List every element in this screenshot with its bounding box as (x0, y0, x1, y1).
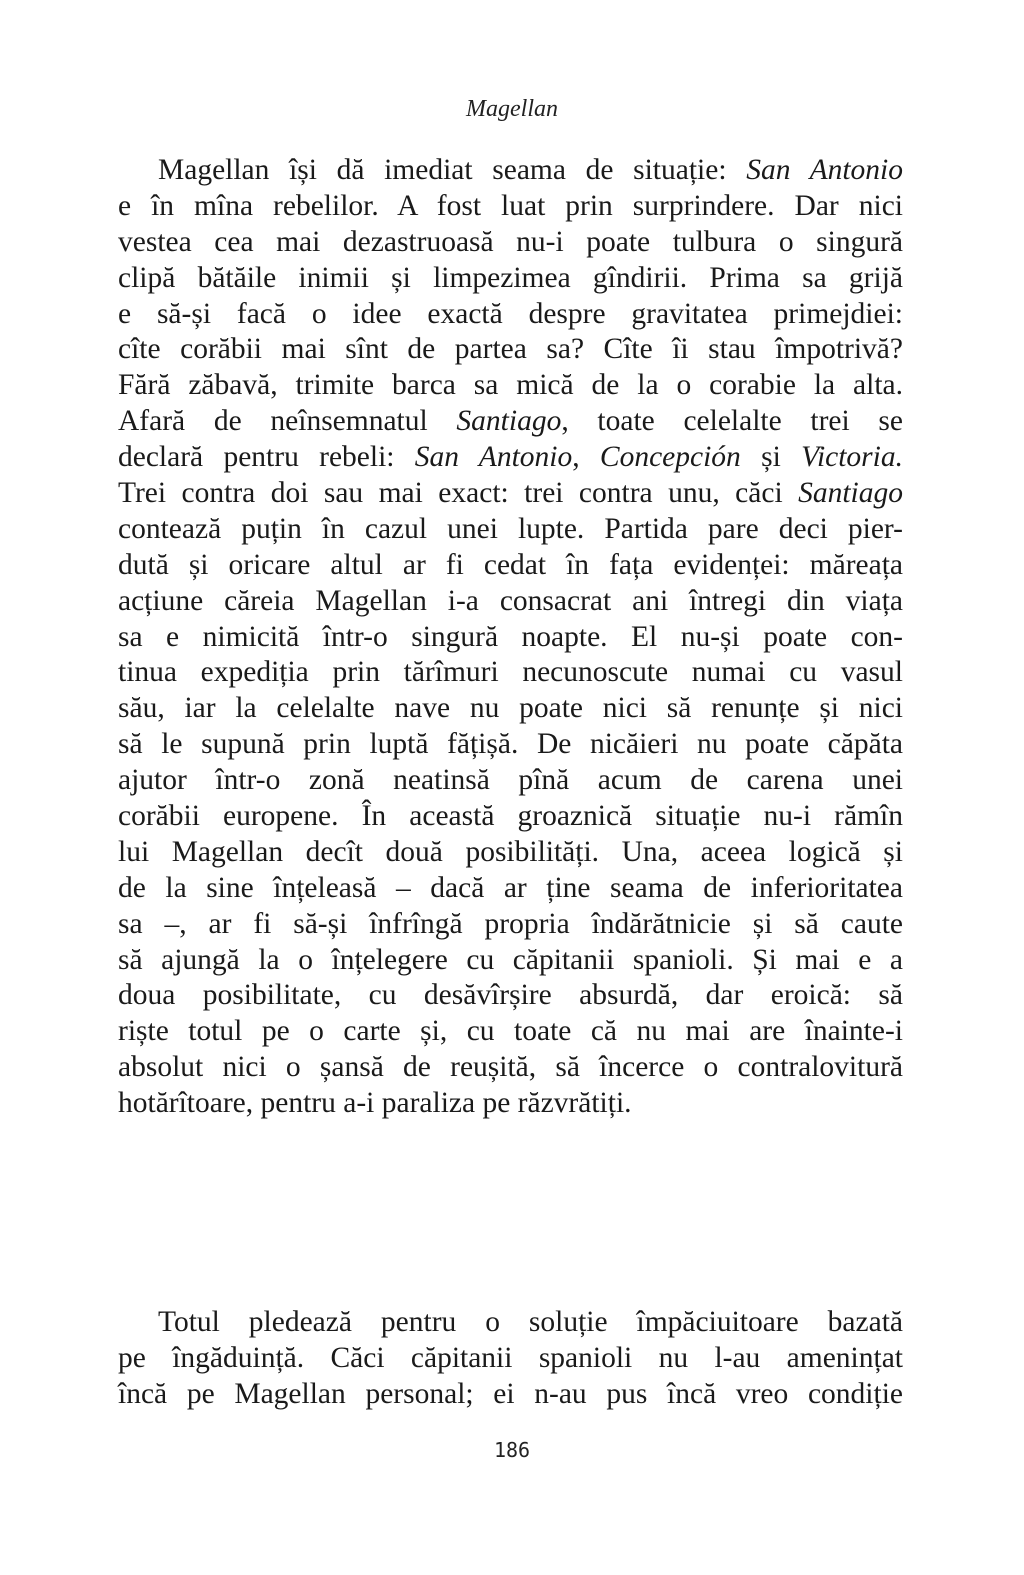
text-line (118, 835, 903, 871)
text-line (118, 261, 903, 297)
text-run: Trei contra doi sau mai exact: trei contra unu, căci (118, 477, 799, 510)
text-run: pe îngăduință. Căci căpitanii spanioli nu l-au amenințat (118, 1341, 903, 1374)
italic-text: Victoria. (801, 441, 903, 474)
text-run: Magellan își dă imediat seama de situație: (158, 154, 747, 186)
text-line (118, 763, 903, 799)
text-run: hotărîtoare, pentru a-i paraliza pe răzvrătiți. (118, 1087, 632, 1120)
text-run: încă pe Magellan personal; ei n-au pus încă vreo condiție (118, 1377, 903, 1410)
text-line (118, 691, 903, 727)
text-run: lui Magellan decît două posibilități. Una, aceea logică și (118, 835, 903, 868)
text-line (118, 404, 903, 440)
text-line (118, 368, 903, 404)
text-run: Totul pledează pentru o soluție împăciuitoare bazată (158, 1306, 903, 1338)
text-run: absolut nici o șansă de reușită, să încerce o contralovitură (118, 1051, 903, 1084)
paragraph (118, 153, 903, 1122)
italic-text: Santiago (456, 405, 562, 438)
text-line (118, 1377, 903, 1413)
text-line (118, 225, 903, 261)
text-line (118, 943, 903, 979)
text-run: sa e nimicită într-o singură noapte. El nu-și poate con- (118, 620, 903, 653)
text-run: acțiune căreia Magellan i-a consacrat ani întregi din viața (118, 584, 903, 617)
text-line (118, 476, 903, 512)
text-line (118, 189, 903, 225)
text-run: , toate celelalte trei se (561, 405, 904, 438)
text-run: vestea cea mai dezastruoasă nu-i poate tulbura o singură (118, 225, 903, 258)
text-line (118, 620, 903, 656)
text-line (118, 153, 903, 189)
text-line (118, 978, 903, 1014)
text-run: declară pentru rebeli: (118, 441, 415, 474)
text-run: și (740, 441, 802, 474)
text-line (118, 907, 903, 943)
text-line (118, 727, 903, 763)
text-line (118, 1341, 903, 1377)
text-line (118, 440, 903, 476)
italic-text: San Antonio (746, 154, 903, 186)
text-run: , (572, 441, 600, 474)
text-run: ajutor într-o zonă neatinsă pînă acum de carena unei (118, 764, 903, 797)
text-run: său, iar la celelalte nave nu poate nici să renunțe și nici (118, 692, 903, 725)
text-line (118, 548, 903, 584)
text-run: Afară de neînsemnatul (118, 405, 457, 438)
text-run: corăbii europene. În această groaznică situație nu-i rămîn (118, 800, 903, 833)
text-line (118, 1086, 903, 1122)
text-line (118, 512, 903, 548)
text-run: dută și oricare altul ar fi cedat în fața evidenței: măreața (118, 548, 903, 581)
text-line (118, 332, 903, 368)
running-head: Magellan (466, 96, 558, 122)
paragraph (118, 1305, 903, 1413)
text-line (118, 871, 903, 907)
text-run: cîte corăbii mai sînt de partea sa? Cîte îi stau împotrivă? (118, 333, 903, 366)
page-number: 186 (493, 1438, 531, 1462)
text-run: riște totul pe o carte și, cu toate că nu mai are înainte-i (118, 1015, 903, 1048)
text-run: clipă bătăile inimii și limpezimea gîndirii. Prima sa grijă (118, 261, 903, 294)
italic-text: Santiago (798, 477, 903, 510)
text-line (118, 1014, 903, 1050)
text-run: contează puțin în cazul unei lupte. Partida pare deci pier- (118, 512, 903, 545)
text-line (118, 1305, 903, 1341)
text-run: e să-și facă o idee exactă despre gravitatea primejdiei: (118, 297, 903, 330)
text-line (118, 799, 903, 835)
text-run: să le supună prin luptă fățișă. De nicăieri nu poate căpăta (118, 728, 903, 761)
italic-text: San Antonio (414, 441, 573, 474)
text-run: e în mîna rebelilor. A fost luat prin surprindere. Dar nici (118, 189, 903, 222)
text-run: tinua expediția prin tărîmuri necunoscute numai cu vasul (118, 656, 903, 689)
text-line (118, 1050, 903, 1086)
text-run: de la sine înțeleasă – dacă ar ține seama de inferioritatea (118, 871, 903, 904)
text-run: doua posibilitate, cu desăvîrșire absurdă, dar eroică: să (118, 979, 903, 1012)
italic-text: Concepción (599, 441, 741, 474)
text-run: sa –, ar fi să-și înfrîngă propria îndărătnicie și să caute (118, 907, 903, 940)
text-run: Fără zăbavă, trimite barca sa mică de la o corabie la alta. (118, 369, 903, 402)
text-line (118, 655, 903, 691)
text-line (118, 297, 903, 333)
text-run: să ajungă la o înțelegere cu căpitanii spanioli. Și mai e a (118, 943, 903, 976)
text-line (118, 584, 903, 620)
